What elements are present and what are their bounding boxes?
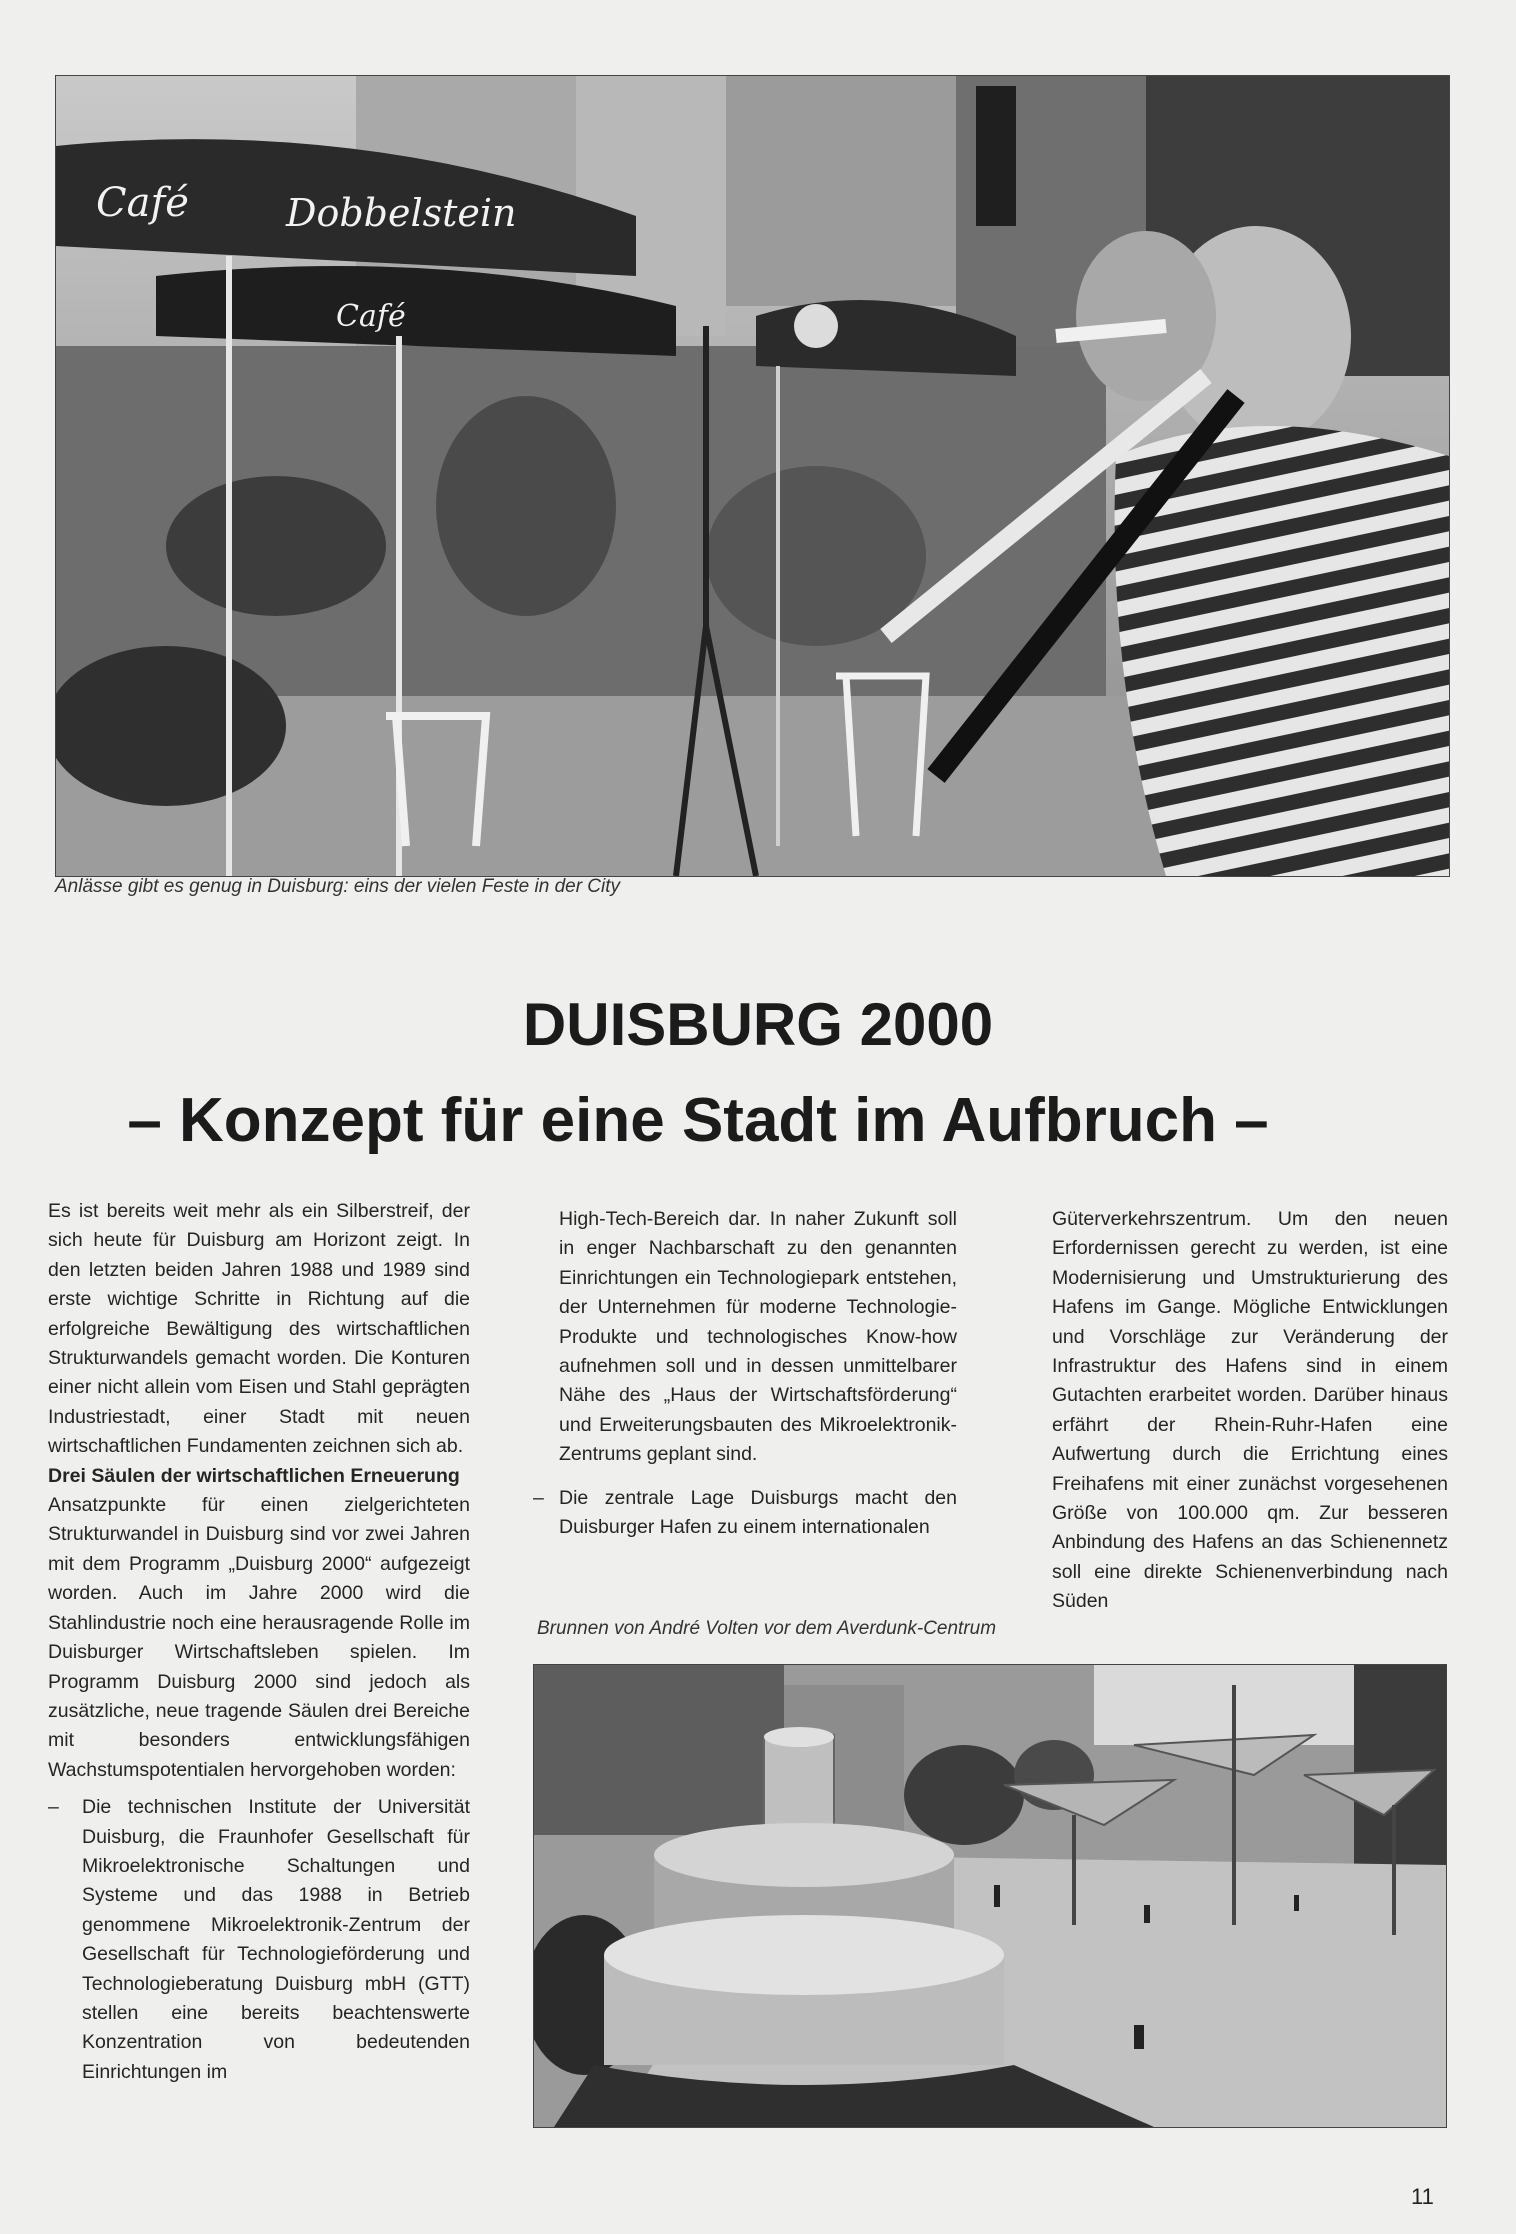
article-column-3 bbox=[1052, 1205, 1448, 1617]
article-column-2 bbox=[533, 1205, 957, 1542]
bullet-dash: – bbox=[48, 1796, 59, 1819]
svg-text:Café: Café bbox=[336, 299, 406, 334]
body-paragraph: Ansatzpunkte für einen zielgerichteten Strukturwandel in Duisburg sind vor zwei Jahren mit dem Programm „Duisburg 2000“ aufgezeigt worden. Auch im Jahre 2000 wird die Stahlindustrie noch eine herausragende Rolle im Duisburger Wirtschaftsleben spielen. Im Programm Duisburg 2000 sind jedoch als zusätzliche, neue tragende Säulen drei Bereiche mit besonders entwicklungsfähigen Wachstumspotentialen hervorgehoben worden: bbox=[48, 1494, 470, 1781]
bullet-continuation: High-Tech-Bereich dar. In naher Zukunft soll in enger Nachbarschaft zu den genannten Einrichtungen ein Technologiepark entstehen, der Unternehmen für moderne Technologie-Produkte und technologisches Know-how aufnehmen soll und in dessen unmittelbarer Nähe des „Haus der Wirtschaftsförderung“ und Erweiterungsbauten des Mikroelektronik-Zentrums geplant sind. bbox=[559, 1208, 957, 1466]
photo-street-festival bbox=[55, 75, 1450, 877]
page-title: DUISBURG 2000 bbox=[522, 991, 994, 1058]
bullet-dash: – bbox=[533, 1486, 544, 1509]
section-heading: Drei Säulen der wirtschaftlichen Erneuerung bbox=[48, 1464, 460, 1487]
article-column-1 bbox=[48, 1197, 470, 2087]
photo-caption-bottom: Brunnen von André Volten vor dem Averdunk-Centrum bbox=[537, 1618, 997, 1639]
bullet-item bbox=[533, 1484, 957, 1543]
bullet-text: Die zentrale Lage Duisburgs macht den Duisburger Hafen zu einem internationalen bbox=[559, 1486, 957, 1539]
svg-text:Café: Café bbox=[96, 180, 189, 226]
page-number: 11 bbox=[1411, 2184, 1434, 2209]
intro-paragraph: Es ist bereits weit mehr als ein Silberstreif, der sich heute für Duisburg am Horizont zeigt. In den letzten beiden Jahren 1988 und 1989 sind erste wichtige Schritte in Richtung auf die erfolgreiche Bewältigung des wirtschaftlichen Strukturwandels gemacht worden. Die Konturen einer nicht allein vom Eisen und Stahl geprägten Industriestadt, einer Stadt mit neuen wirtschaftlichen Fundamenten zeichnen sich ab. bbox=[48, 1200, 470, 1458]
column-3-text: Güterverkehrszentrum. Um den neuen Erfordernissen gerecht zu werden, ist eine Modernisierung und Umstrukturierung des Hafens im Gange. Mögliche Entwicklungen und Vorschläge zur Veränderung der Infrastruktur des Hafens sind in einem Gutachten erarbeitet worden. Darüber hinaus erfährt der Rhein-Ruhr-Hafen eine Aufwertung durch die Errichtung eines Freihafens mit einer zunächst vorgesehenen Größe von 100.000 qm. Zur besseren Anbindung des Hafens an das Schienennetz soll eine direkte Schienenverbindung nach Süden bbox=[1052, 1208, 1448, 1613]
page-subtitle: – Konzept für eine Stadt im Aufbruch – bbox=[127, 1086, 1269, 1155]
bullet-item bbox=[48, 1793, 470, 2087]
bullet-text: Die technischen Institute der Universität Duisburg, die Fraunhofer Gesellschaft für Mikroelektronische Schaltungen und Systeme und das 1988 in Betrieb genommene Mikroelektronik-Zentrum der Gesellschaft für Technologieförderung und Technologieberatung Duisburg mbH (GTT) stellen eine bereits beachtenswerte Konzentration von bedeutenden Einrichtungen im bbox=[82, 1796, 470, 2083]
svg-text:Dobbelstein: Dobbelstein bbox=[286, 191, 517, 235]
photo-caption-top: Anlässe gibt es genug in Duisburg: eins der vielen Feste in der City bbox=[55, 876, 621, 897]
photo-fountain bbox=[533, 1664, 1447, 2128]
